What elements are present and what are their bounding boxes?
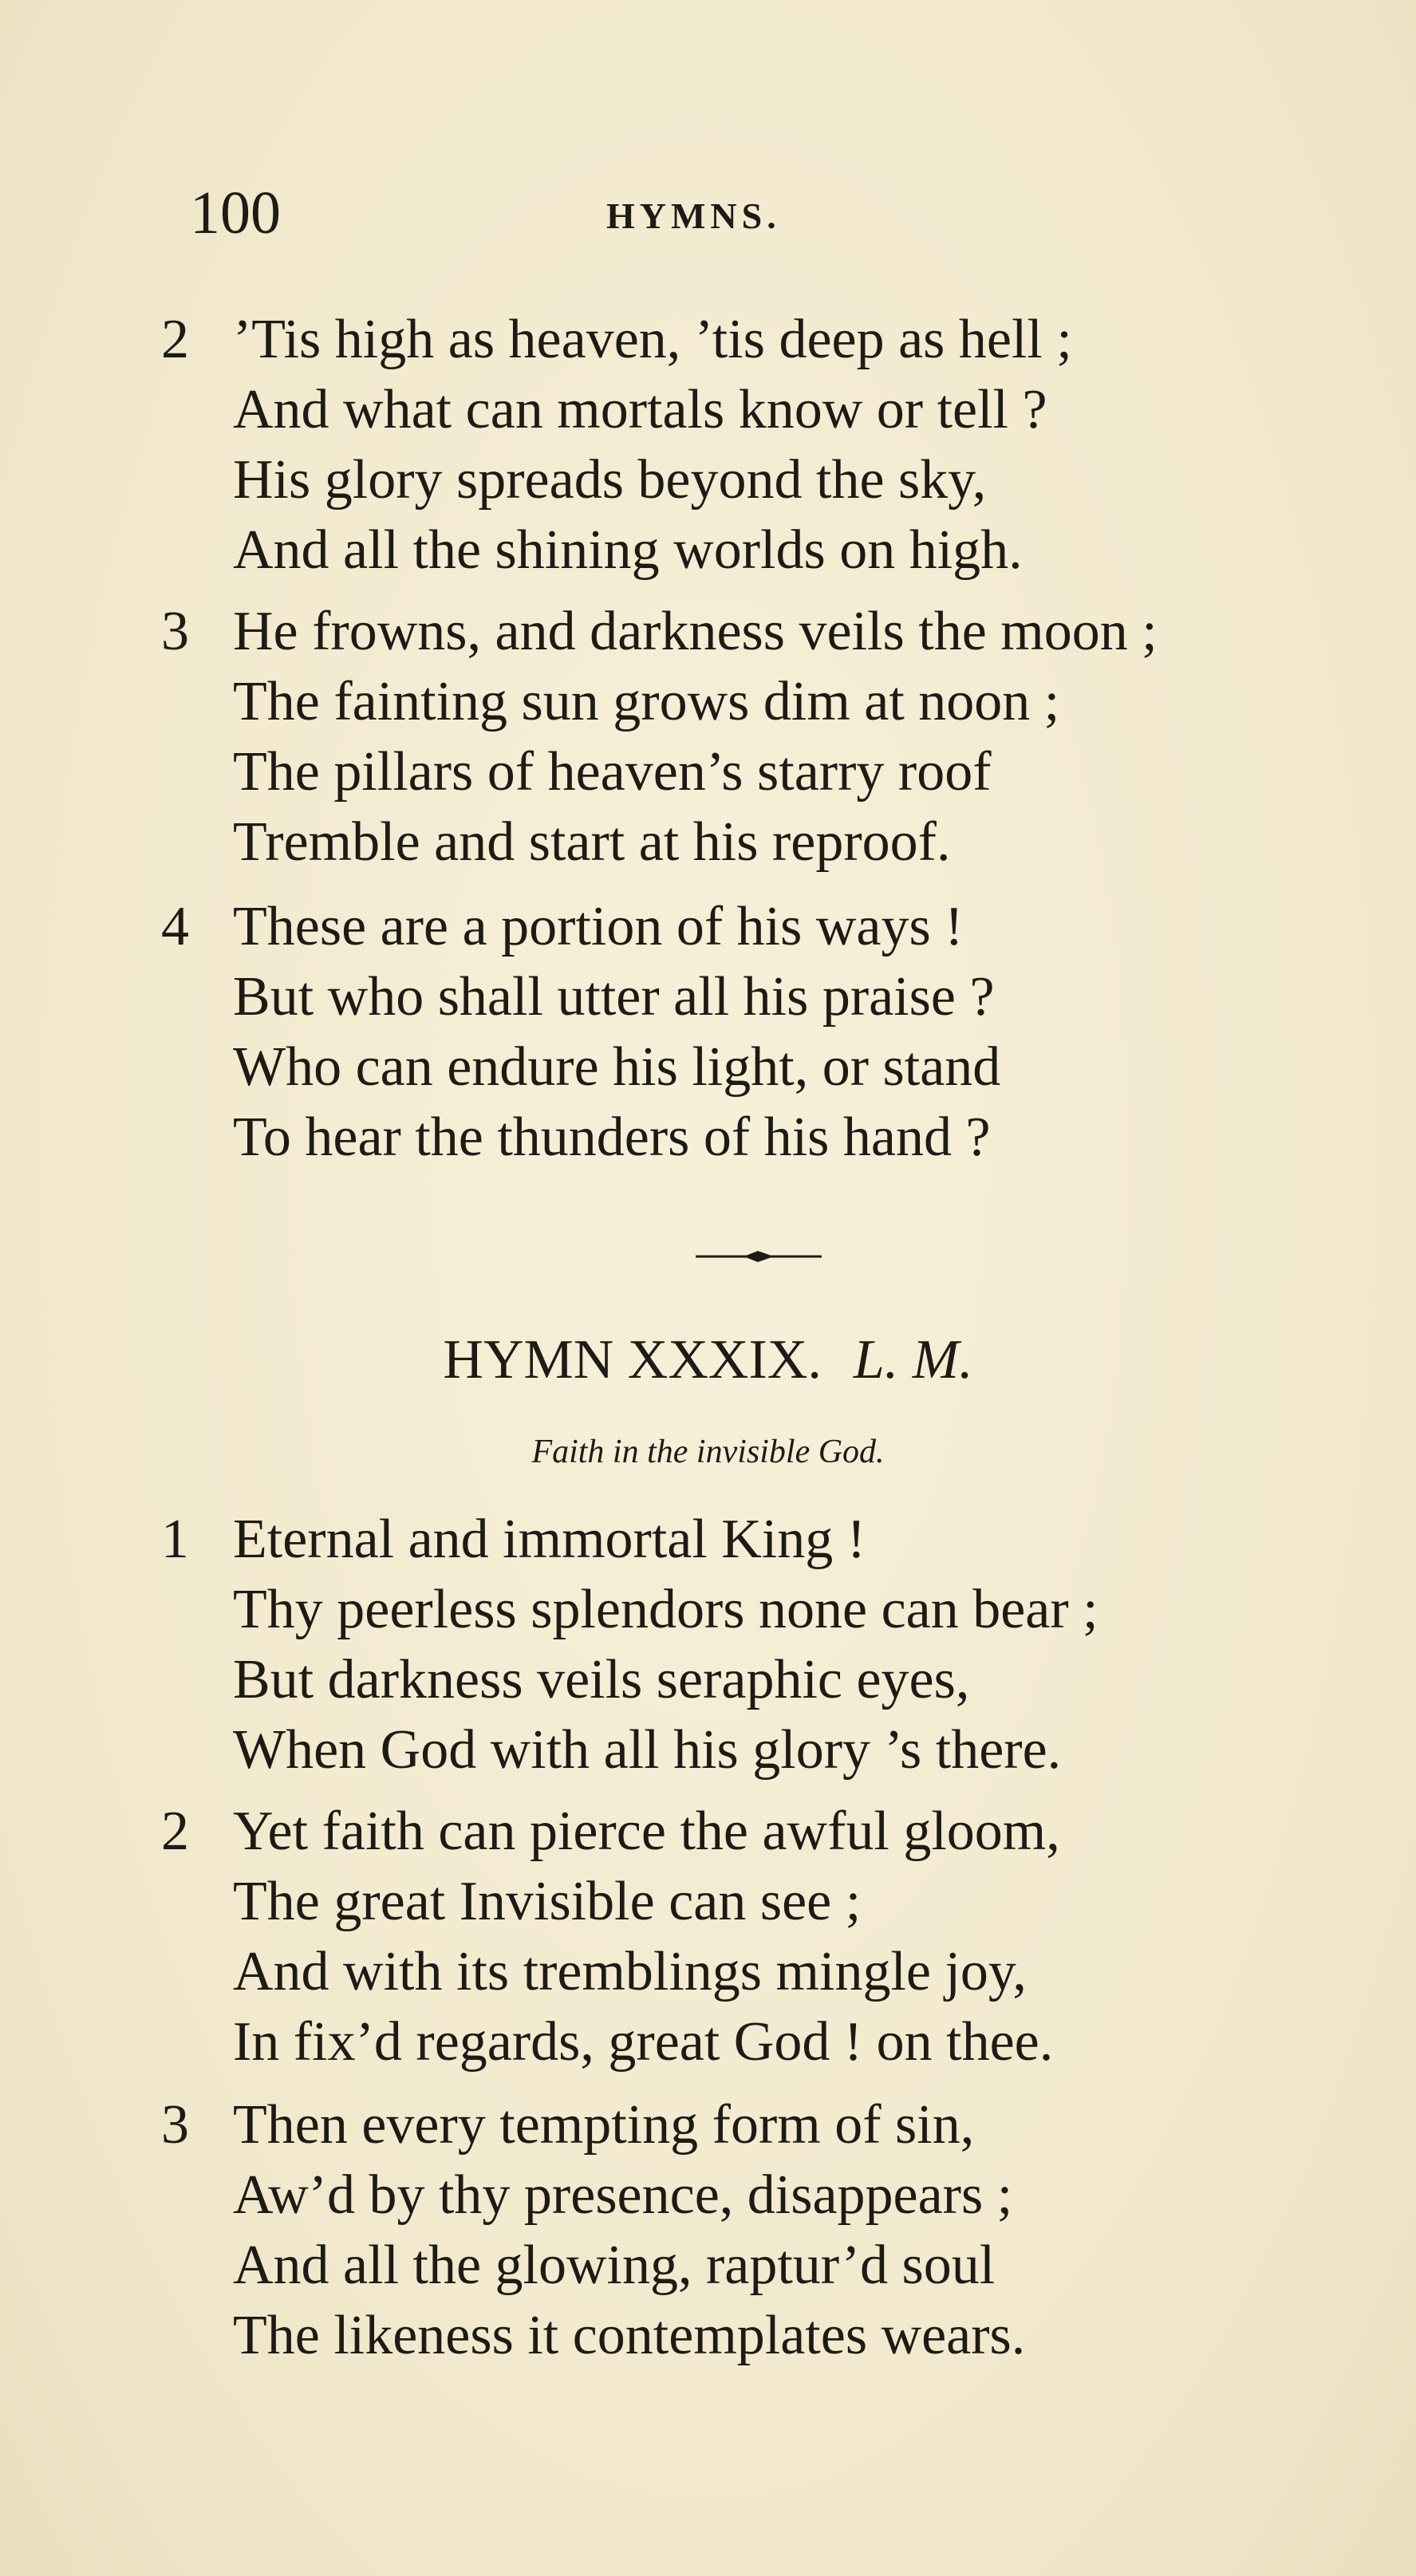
running-head: HYMNS. (606, 195, 781, 236)
stanza-number: 3 (161, 2094, 189, 2156)
verse-line: And all the shining worlds on high. (233, 519, 1023, 581)
verse-line: Aw’d by thy presence, disappears ; (233, 2164, 1013, 2226)
verse-line: Eternal and immortal King ! (233, 1509, 866, 1570)
hymn-subtitle: Faith in the invisible God. (531, 1434, 885, 1470)
stanza-number: 2 (161, 309, 189, 370)
page-header (190, 177, 1227, 249)
stanza-number: 3 (161, 601, 189, 662)
verse-line: When God with all his glory ’s there. (233, 1719, 1062, 1781)
verse-line: But who shall utter all his praise ? (233, 966, 995, 1028)
verse-line: These are a portion of his ways ! (233, 896, 964, 957)
verse-line: The likeness it contemplates wears. (233, 2305, 1026, 2366)
hymn-meter: L. M. (853, 1329, 973, 1391)
verse-line: The pillars of heaven’s starry roof (233, 741, 992, 803)
verse-line: The fainting sun grows dim at noon ; (233, 671, 1060, 732)
stanza-number: 4 (161, 896, 189, 957)
verse-line: And all the glowing, raptur’d soul (233, 2235, 996, 2296)
verse-line: He frowns, and darkness veils the moon ; (233, 601, 1158, 662)
hymn-title (0, 1324, 1416, 1396)
verse-line: And with its tremblings mingle joy, (233, 1941, 1027, 2002)
hymn-number: HYMN XXXIX. (443, 1329, 822, 1391)
stanza-number: 2 (161, 1801, 189, 1862)
verse-line: The great Invisible can see ; (233, 1871, 862, 1932)
verse-line: In fix’d regards, great God ! on thee. (233, 2011, 1054, 2073)
verse-line: Then every tempting form of sin, (233, 2094, 975, 2156)
verse-line: And what can mortals know or tell ? (233, 379, 1047, 440)
verse-line: ’Tis high as heaven, ’tis deep as hell ; (233, 309, 1072, 370)
page-number: 100 (190, 179, 281, 247)
verse-line: Who can endure his light, or stand (233, 1036, 1001, 1098)
verse-line: To hear the thunders of his hand ? (233, 1107, 991, 1168)
verse-line: His glory spreads beyond the sky, (233, 449, 987, 511)
stanza-number: 1 (161, 1509, 189, 1570)
verse-line: Yet faith can pierce the awful gloom, (233, 1801, 1060, 1862)
verse-line: But darkness veils seraphic eyes, (233, 1649, 970, 1710)
verse-line: Tremble and start at his reproof. (233, 811, 951, 873)
verse-line: Thy peerless splendors none can bear ; (233, 1579, 1098, 1640)
ornament-divider (696, 1249, 822, 1264)
